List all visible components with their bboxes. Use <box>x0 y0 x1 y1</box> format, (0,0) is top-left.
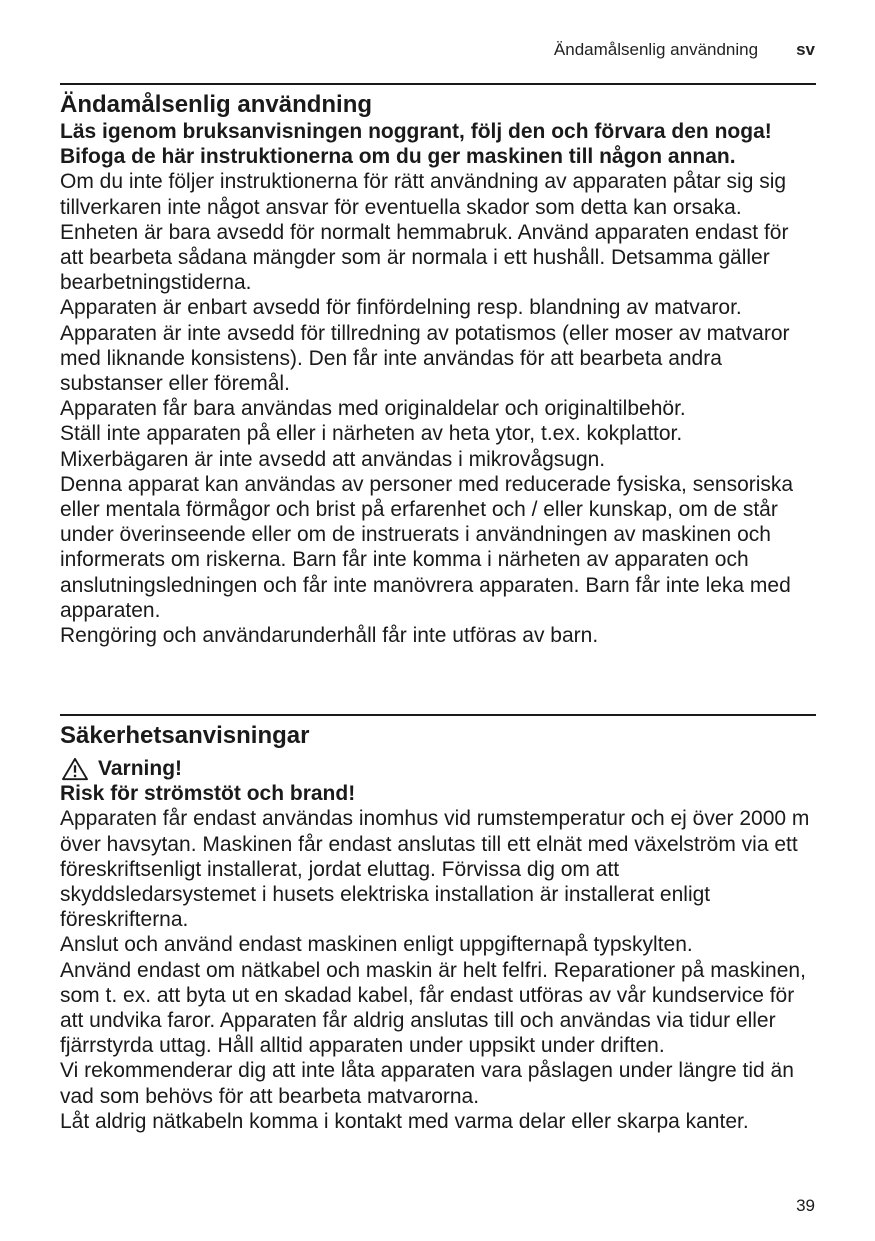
paragraph: Mixerbägaren är inte avsedd att användas i mikrovågsugn. <box>60 447 606 471</box>
section-title: Ändamålsenlig användning <box>60 91 373 118</box>
paragraph: Låt aldrig nätkabeln komma i kontakt med varma delar eller skarpa kanter. <box>60 1109 749 1133</box>
section-divider <box>60 714 816 716</box>
paragraph: Ställ inte apparaten på eller i närheten av heta ytor, t.ex. kokplattor. <box>60 422 683 446</box>
risk-title: Risk för strömstöt och brand! <box>60 782 356 806</box>
page-number: 39 <box>796 1196 815 1215</box>
paragraph: Anslut och använd endast maskinen enligt uppgifternapå typskylten. <box>60 933 693 957</box>
section-divider <box>60 83 816 85</box>
lead-paragraph: Läs igenom bruksanvisningen noggrant, följ den och förvara den noga! Bifoga de här instruktionerna om du ger maskinen till någon annan. <box>60 120 772 169</box>
warning-heading <box>60 756 816 781</box>
running-header-title: Ändamålsenlig användning <box>553 40 759 59</box>
paragraph: Om du inte följer instruktionerna för rätt användning av apparaten påtar sig sig tillverkaren inte något ansvar för eventuella skador som detta kan orsaka. <box>60 170 787 219</box>
warning-label: Varning! <box>98 757 183 780</box>
paragraph: Rengöring och användarunderhåll får inte utföras av barn. <box>60 624 599 648</box>
paragraph: Apparaten får bara användas med originaldelar och originaltilbehör. <box>60 397 686 421</box>
intended-use-section <box>60 91 816 648</box>
warning-triangle-icon <box>60 757 90 781</box>
language-code: sv <box>796 40 815 59</box>
paragraph: Vi rekommenderar dig att inte låta apparaten vara påslagen under längre tid än vad som behövs för att bearbeta matvarorna. <box>60 1059 794 1108</box>
paragraph: Enheten är bara avsedd för normalt hemmabruk. Använd apparaten endast för att bearbeta sådana mängder som är normala i ett hushåll. Detsamma gäller bearbetningstiderna. <box>60 220 789 295</box>
paragraph: Apparaten får endast användas inomhus vid rumstemperatur och ej över 2000 m över havsytan. Maskinen får endast anslutas till ett elnät med växelström via ett föreskriftsenligt installerat, jordat eluttag. Förvissa dig om att skyddsledarsystemet i husets elektriska installation är installerat enligt föreskrifterna. <box>60 807 810 932</box>
section-title: Säkerhetsanvisningar <box>60 722 310 749</box>
paragraph: Apparaten är enbart avsedd för finfördelning resp. blandning av matvaror. Apparaten är inte avsedd för tillredning av potatismos (eller moser av matvaror med liknande konsistens). Den får inte användas för att bearbeta andra substanser eller föremål. <box>60 296 790 396</box>
paragraph: Använd endast om nätkabel och maskin är helt felfri. Reparationer på maskinen, som t. ex. att byta ut en skadad kabel, får endast utföras av vår kundservice för att undvika faror. Apparaten får aldrig anslutas till och användas via tidur eller fjärrstyrda uttag. Håll alltid apparaten under uppsikt under driften. <box>60 958 806 1058</box>
running-header <box>554 40 815 60</box>
safety-section <box>60 722 816 1134</box>
paragraph: Denna apparat kan användas av personer med reducerade fysiska, sensoriska eller mentala förmågor och brist på erfarenhet och / eller kunskap, om de står under överinseende eller om de instruerats i användningen av maskinen och informerats om riskerna. Barn får inte komma i närheten av apparaten och anslutningsledningen och får inte manövrera apparaten. Barn får inte leka med apparaten. <box>60 472 794 622</box>
